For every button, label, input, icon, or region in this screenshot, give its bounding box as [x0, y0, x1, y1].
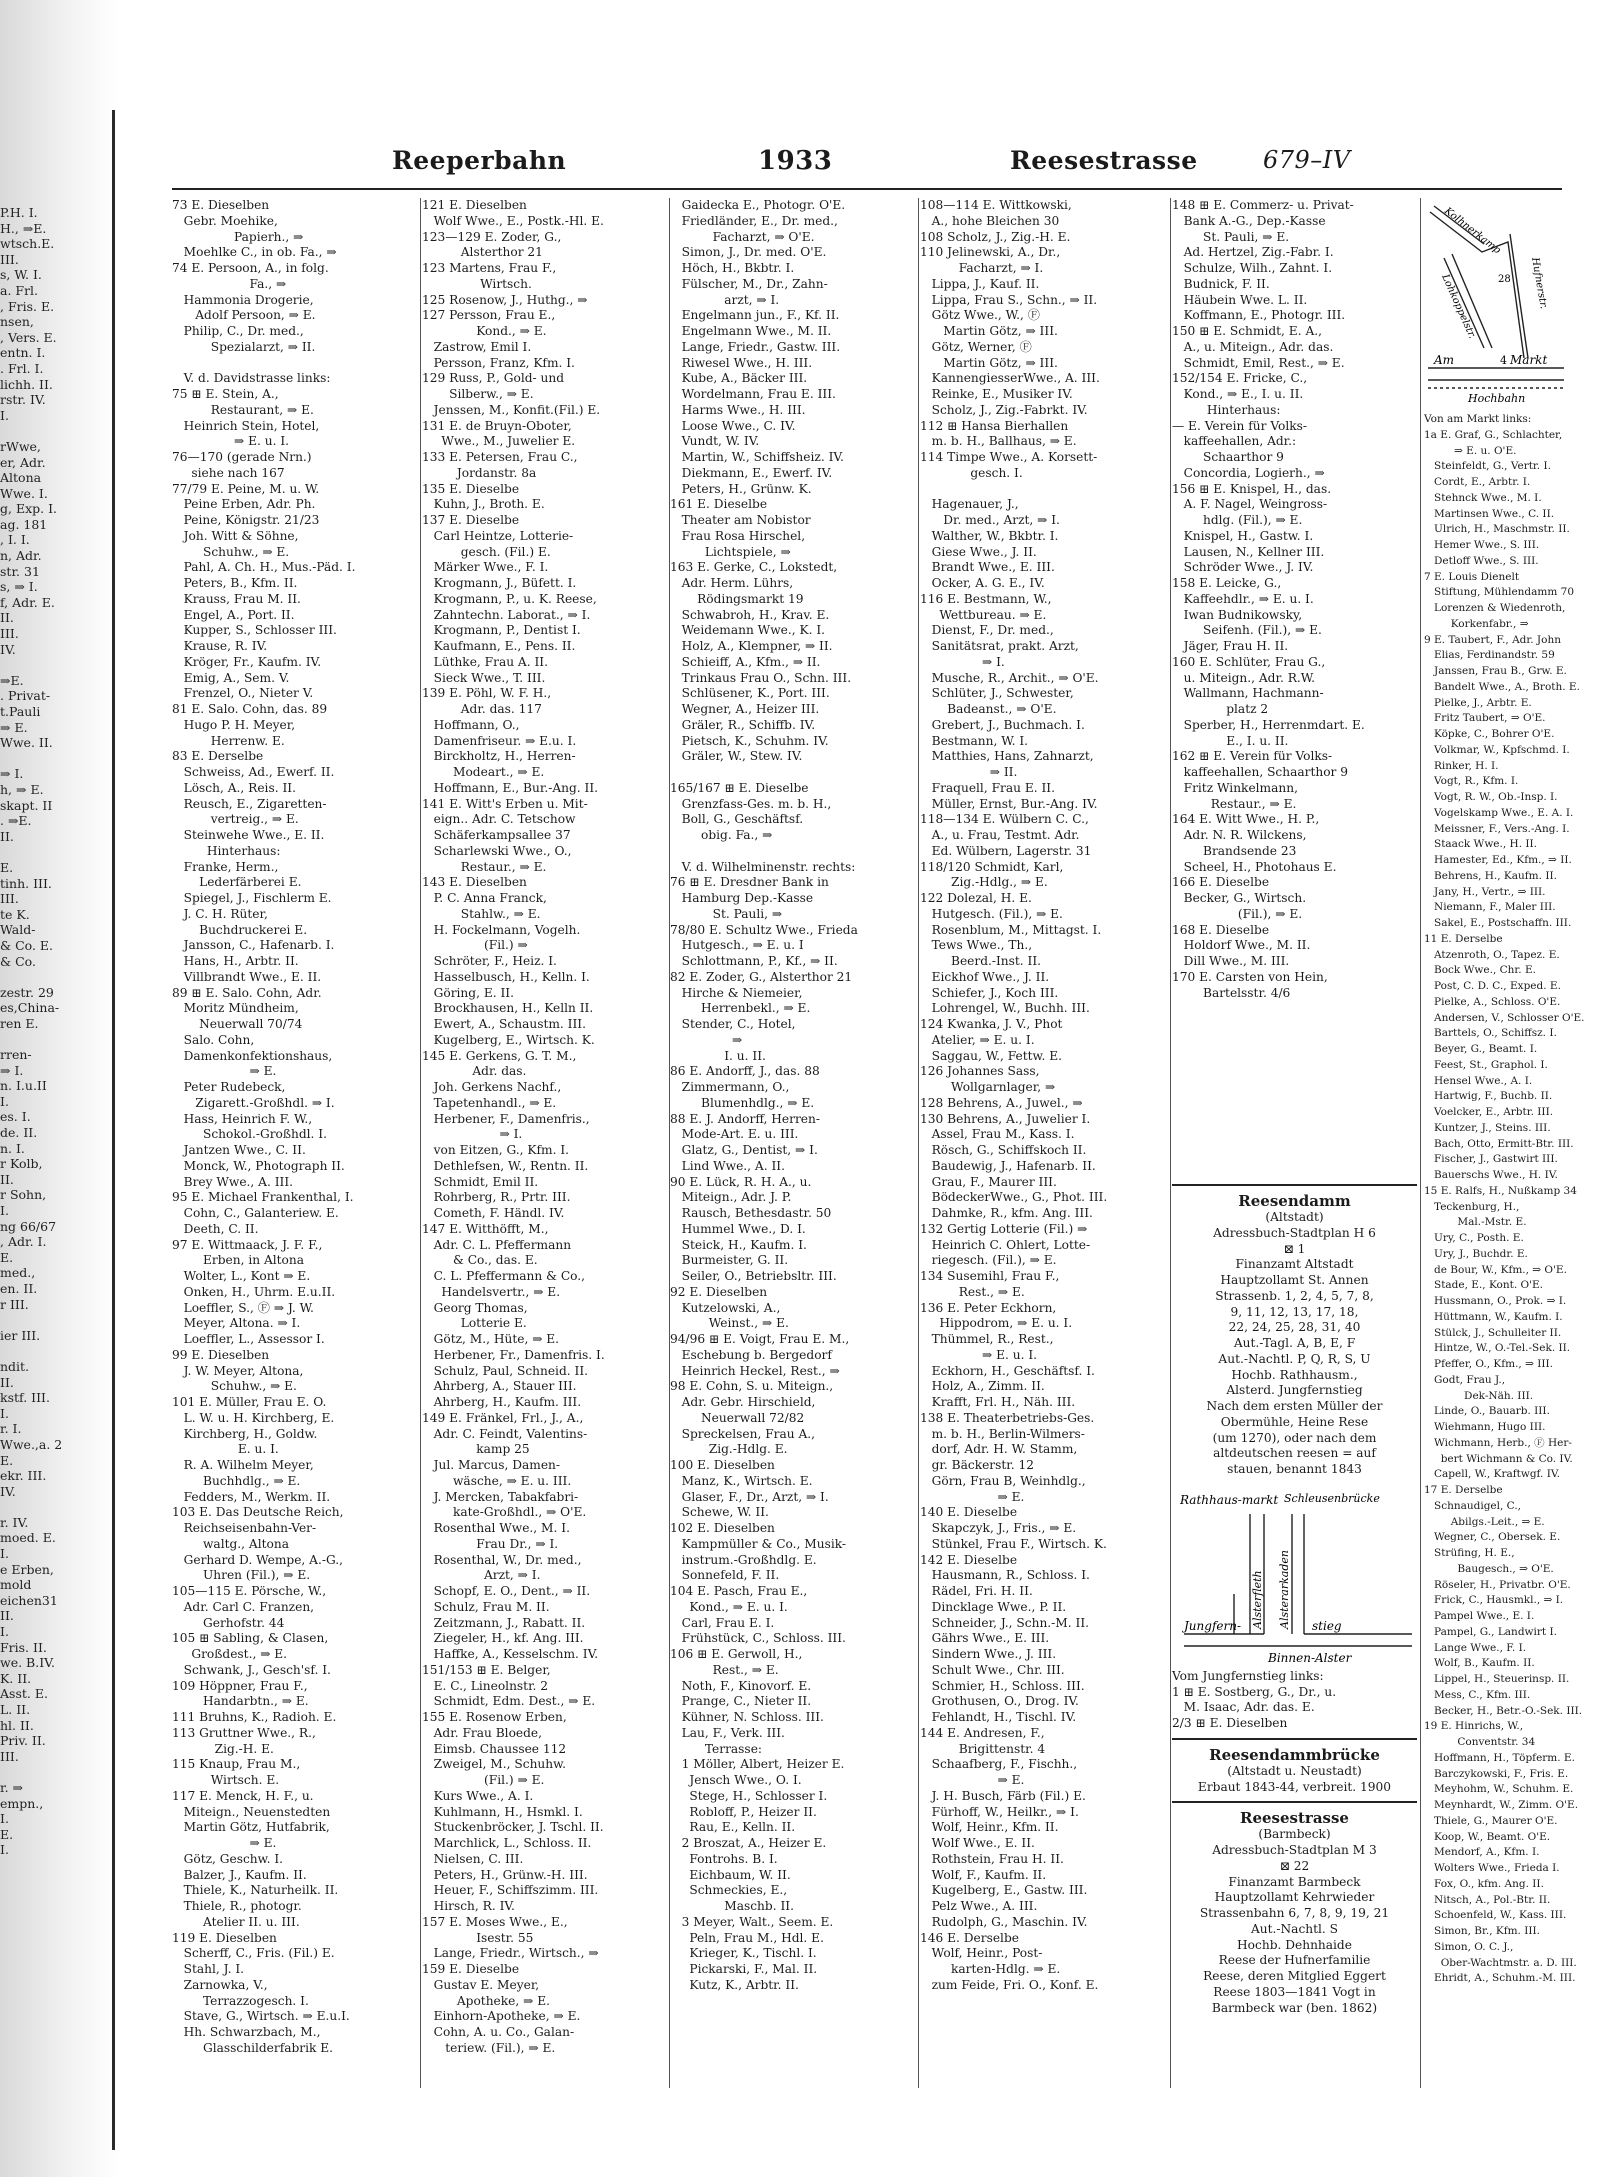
reesendamm-entries: Vom Jungfernstieg links: 1 ⊞ E. Sostberg, G., Dr., u. M. Isaac, Adr. das. E. 2/3 ⊞ E. Dieselben	[1172, 1668, 1337, 1730]
map-label-alsterfleth: Alsterfleth	[1251, 1570, 1264, 1629]
map-label-binnen-alster: Binnen-Alster	[1268, 1650, 1352, 1665]
column-1: 73 E. Dieselben Gebr. Moehike, Papierh., ⇒ Moehlke C., in ob. Fa., ⇒ 74 E. Persoon, A., in folg. Fa., ⇒ Hammonia Drogerie, Adolf Persoon, ⇒ E. Philip, C., Dr. med., Spezialarzt, ⇒ II. V. d. Davidstrasse links: 75 ⊞ E. Stein, A., Restaurant, ⇒ E. Heinrich Stein, Hotel, ⇒ E. u. I. 76—170 (gerade Nrn.) siehe nach 167 77/79 E. Peine, M. u. W. Peine Erben, Adr. Ph. Peine, Königstr. 21/23 Joh. Witt & Söhne, Schuhw., ⇒ E. Pahl, A. Ch. H., Mus.-Päd. I. Peters, B., Kfm. II. Krauss, Frau M. II. Engel, A., Port. II. Kupper, S., Schlosser III. Krause, R. IV. Kröger, Fr., Kaufm. IV. Emig, A., Sem. V. Frenzel, O., Nieter V. 81 E. Salo. Cohn, das. 89 Hugo P. H. Meyer, Herrenw. E. 83 E. Derselbe Schweiss, Ad., Ewerf. II. Lösch, A., Reis. II. Reusch, E., Zigaretten- vertreig., ⇒ E. Steinwehe Wwe., E. II. Hinterhaus: Franke, Herm., Lederfärberei E. Spiegel, J., Fischlerm E. J. C. H. Rüter, Buchdruckerei E. Jansson, C., Hafenarb. I. Hans, H., Arbtr. II. Villbrandt Wwe., E. II. 89 ⊞ E. Salo. Cohn, Adr. Moritz Mündheim, Neuerwall 70/74 Salo. Cohn, Damenkonfektionshaus, ⇒ E. Peter Rudebeck, Zigarett.-Großhdl. ⇒ I. Hass, Heinrich F. W., Schokol.-Großhdl. I. Jantzen Wwe., C. II. Monck, W., Photograph II. Brey Wwe., A. III. 95 E. Michael Frankenthal, I. Cohn, C., Galanteriew. E. Deeth, C. II. 97 E. Wittmaack, J. F. F., Erben, in Altona Wolter, L., Kont ⇒ E. Onken, H., Uhrm. E.u.II. Loeffler, S., Ⓕ ⇒ J. W. Meyer, Altona. ⇒ I. Loeffler, L., Assessor I. 99 E. Dieselben J. W. Meyer, Altona, Schuhw., ⇒ E. 101 E. Müller, Frau E. O. L. W. u. H. Kirchberg, E. Kirchberg, H., Goldw. E. u. I. R. A. Wilhelm Meyer, Buchhdlg., ⇒ E. Fedders, M., Werkm. II. 103 E. Das Deutsche Reich, Reichseisenbahn-Ver- waltg., Altona Gerhard D. Wempe, A.-G., Uhren (Fil.), ⇒ E. 105—115 E. Pörsche, W., Adr. Carl C. Franzen, Gerhofstr. 44 105 ⊞ Sabling, & Clasen, Großdest., ⇒ E. Schwank, J., Gesch'sf. I. 109 Höppner, Frau F., Handarbtn., ⇒ E. 111 Bruhns, K., Radioh. E. 113 Gruttner Wwe., R., Zig.-H. E. 115 Knaup, Frau M., Wirtsch. E. 117 E. Menck, H. F., u. Miteign., Neuenstedten Martin Götz, Hutfabrik, ⇒ E. Götz, Geschw. I. Balzer, J., Kaufm. II. Thiele, K., Naturheilk. II. Thiele, R., photogr. Atelier II. u. III. 119 E. Dieselben Scherff, C., Fris. (Fil.) E. Stahl, J. I. Zarnowka, V., Terrazzogesch. I. Stave, G., Wirtsch. ⇒ E.u.I. Hh. Schwarzbach, M., Glasschilderfabrik E.	[172, 198, 356, 2055]
reesendamm-street-map	[1172, 1484, 1417, 1669]
reesestrasse-title: Reesestrasse	[1240, 1809, 1349, 1828]
reesendamm-text: Adressbuch-Stadtplan H 6 ⊠ 1 Finanzamt Altstadt Hauptzollamt St. Annen Strassenb. 1, 2, 4, 5, 7, 8, 9, 11, 12, 13, 17, 18, 22, 24, 25, 28, 31, 40 Aut.-Tagl. A, B, E, F Aut.-Nachtl. P, Q, R, S, U Hochb. Rathhausm., Alsterd. Jungfernstieg Nach dem ersten Müller der Obermühle, Heine Rese (um 1270), oder nach dem altdeutschen reesen = auf stauen, benannt 1843	[1206, 1225, 1383, 1476]
reesendammbruecke-text: (Altstadt u. Neustadt) Erbaut 1843-44, verbreit. 1900	[1197, 1763, 1392, 1794]
column-5: 148 ⊞ E. Commerz- u. Privat- Bank A.-G., Dep.-Kasse St. Pauli, ⇒ E. Ad. Hertzel, Zig.-Fabr. I. Schulze, Wilh., Zahnt. I. Budnick, F. II. Häubein Wwe. L. II. Koffmann, E., Photogr. III. 150 ⊞ E. Schmidt, E. A., A., u. Miteign., Adr. das. Schmidt, Emil, Rest., ⇒ E. 152/154 E. Fricke, C., Kond., ⇒ E., I. u. II. Hinterhaus: — E. Verein für Volks- kaffeehallen, Adr.: Schaarthor 9 Concordia, Logierh., ⇒ 156 ⊞ E. Knispel, H., das. A. F. Nagel, Weingross- hdlg. (Fil.), ⇒ E. Knispel, H., Gastw. I. Lausen, N., Kellner III. Schröder Wwe., J. IV. 158 E. Leicke, G., Kaffeehdlr., ⇒ E. u. I. Iwan Budnikowsky, Seifenh. (Fil.), ⇒ E. Jäger, Frau H. II. 160 E. Schlüter, Frau G., u. Miteign., Adr. R.W. Wallmann, Hachmann- platz 2 Sperber, H., Herrenmdart. E. E., I. u. II. 162 ⊞ E. Verein für Volks- kaffeehallen, Schaarthor 9 Fritz Winkelmann, Restaur., ⇒ E. 164 E. Witt Wwe., H. P., Adr. N. R. Wilckens, Brandsende 23 Scheel, H., Photohaus E. 166 E. Dieselbe Becker, G., Wirtsch. (Fil.), ⇒ E. 168 E. Dieselbe Holdorf Wwe., M. II. Dill Wwe., M. III. 170 E. Carsten von Hein, Bartelsstr. 4/6	[1172, 198, 1365, 1000]
year: 1933	[758, 146, 833, 176]
map-label-am: Am	[1434, 353, 1455, 367]
reesendamm-subtitle: (Altstadt)	[1265, 1210, 1324, 1224]
column-2: 121 E. Dieselben Wolf Wwe., E., Postk.-Hl. E. 123—129 E. Zoder, G., Alsterthor 21 123 Martens, Frau F., Wirtsch. 125 Rosenow, J., Huthg., ⇒ 127 Persson, Frau E., Kond., ⇒ E. Zastrow, Emil I. Persson, Franz, Kfm. I. 129 Russ, P., Gold- und Silberw., ⇒ E. Jenssen, M., Konfit.(Fil.) E. 131 E. de Bruyn-Oboter, Wwe., M., Juwelier E. 133 E. Petersen, Frau C., Jordanstr. 8a 135 E. Dieselbe Kuhn, J., Broth. E. 137 E. Dieselbe Carl Heintze, Lotterie- gesch. (Fil.) E. Märker Wwe., F. I. Krogmann, J., Büfett. I. Krogmann, P., u. K. Reese, Zahntechn. Laborat., ⇒ I. Krogmann, P., Dentist I. Kaufmann, E., Pens. II. Lüthke, Frau A. II. Sieck Wwe., T. III. 139 E. Pöhl, W. F. H., Adr. das. 117 Hoffmann, O., Damenfriseur. ⇒ E.u. I. Birckholtz, H., Herren- Modeart., ⇒ E. Hoffmann, E., Bur.-Ang. II. 141 E. Witt's Erben u. Mit- eign.. Adr. C. Tetschow Schäferkampsallee 37 Scharlewski Wwe., O., Restaur., ⇒ E. 143 E. Dieselben P. C. Anna Franck, Stahlw., ⇒ E. H. Fockelmann, Vogelh. (Fil.) ⇒ Schröter, F., Heiz. I. Hasselbusch, H., Kelln. I. Göring, E. II. Brockhausen, H., Kelln II. Ewert, A., Schaustm. III. Kugelberg, E., Wirtsch. K. 145 E. Gerkens, G. T. M., Adr. das. Joh. Gerkens Nachf., Tapetenhandl., ⇒ E. Herbener, F., Damenfris., ⇒ I. von Eitzen, G., Kfm. I. Dethlefsen, W., Rentn. II. Schmidt, Emil II. Rohrberg, R., Prtr. III. Cometh, F. Händl. IV. 147 E. Witthöfft, M., Adr. C. L. Pfeffermann & Co., das. E. C. L. Pfeffermann & Co., Handelsvertr., ⇒ E. Georg Thomas, Lotterie E. Götz, M., Hüte, ⇒ E. Herbener, Fr., Damenfris. I. Schulz, Paul, Schneid. II. Ahrberg, A., Stauer III. Ahrberg, H., Kaufm. III. 149 E. Fränkel, Frl., J., A., Adr. C. Feindt, Valentins- kamp 25 Jul. Marcus, Damen- wäsche, ⇒ E. u. III. J. Mercken, Tabakfabri- kate-Großhdl., ⇒ O'E. Rosenthal Wwe., M. I. Frau Dr., ⇒ I. Rosenthal, W., Dr. med., Arzt, ⇒ I. Schopf, E. O., Dent., ⇒ II. Schulz, Frau M. II. Zeitzmann, J., Rabatt. II. Ziegeler, H., kf. Ang. III. Haffke, A., Kesselschm. IV. 151/153 ⊞ E. Belger, E. C., Lineolnstr. 2 Schmidt, Edm. Dest., ⇒ E. 155 E. Rosenow Erben, Adr. Frau Bloede, Eimsb. Chaussee 112 Zweigel, M., Schuhw. (Fil.) ⇒ E. Kurs Wwe., A. I. Kuhlmann, H., Hsmkl. I. Stuckenbröcker, J. Tschl. II. Marchlick, L., Schloss. II. Nielsen, C. III. Peters, H., Grünw.-H. III. Heuer, F., Schiffszimm. III. Hirsch, R. IV. 157 E. Moses Wwe., E., Isestr. 55 Lange, Friedr., Wirtsch., ⇒ 159 E. Dieselbe Gustav E. Meyer, Apotheke, ⇒ E. Einhorn-Apotheke, ⇒ E. Cohn, A. u. Co., Galan- teriew. (Fil.), ⇒ E.	[422, 198, 605, 2055]
map-label-markt: Markt	[1510, 353, 1548, 367]
map-label-hufnerstr: Hufnerstr.	[1529, 256, 1549, 310]
reesestrasse-text: (Barmbeck) Adressbuch-Stadtplan M 3 ⊠ 22 Finanzamt Barmbeck Hauptzollamt Kehrwieder Strassenbahn 6, 7, 8, 9, 19, 21 Aut.-Nachtl. S Hochb. Dehnhaide Reese der Hufnerfamilie Reese, deren Mitglied Eggert Reese 1803—1841 Vogt in Barmbeck war (ben. 1862)	[1199, 1827, 1390, 2015]
column-rule	[1170, 198, 1171, 2088]
reesendamm-title: Reesendamm	[1238, 1192, 1351, 1210]
page-number: 679–IV	[1263, 146, 1351, 174]
page-header	[122, 146, 1572, 186]
map-label-lohkoppelstr: Lohkoppelstr.	[1439, 272, 1478, 341]
map-label-rathhausmarkt: Rathhaus-markt	[1180, 1492, 1279, 1507]
column-4: 108—114 E. Wittkowski, A., hohe Bleichen 30 108 Scholz, J., Zig.-H. E. 110 Jelinewski, A., Dr., Facharzt, ⇒ I. Lippa, J., Kauf. II. Lippa, Frau S., Schn., ⇒ II. Götz Wwe., W., Ⓕ Martin Götz, ⇒ III. Götz, Werner, Ⓕ Martin Götz, ⇒ III. KannengiesserWwe., A. III. Reinke, E., Musiker IV. Scholz, J., Zig.-Fabrkt. IV. 112 ⊞ Hansa Bierhallen m. b. H., Ballhaus, ⇒ E. 114 Timpe Wwe., A. Korsett- gesch. I. Hagenauer, J., Dr. med., Arzt, ⇒ I. Walther, W., Bkbtr. I. Giese Wwe., J. II. Brandt Wwe., E. III. Ocker, A. G. E., IV. 116 E. Bestmann, W., Wettbureau. ⇒ E. Dienst, F., Dr. med., Sanitätsrat, prakt. Arzt, ⇒ I. Musche, R., Archit., ⇒ O'E. Schlüter, J., Schwester, Badeanst., ⇒ O'E. Grebert, J., Buchmach. I. Bestmann, W. I. Matthies, Hans, Zahnarzt, ⇒ II. Fraquell, Frau E. II. Müller, Ernst, Bur.-Ang. IV. 118—134 E. Wülbern C. C., A., u. Frau, Testmt. Adr. Ed. Wülbern, Lagerstr. 31 118/120 Schmidt, Karl, Zig.-Hdlg., ⇒ E. 122 Dolezal, H. E. Hutgesch. (Fil.), ⇒ E. Rosenblum, M., Mittagst. I. Tews Wwe., Th., Beerd.-Inst. II. Eickhof Wwe., J. II. Schiefer, J., Koch III. Lohrengel, W., Buchh. III. 124 Kwanka, J. V., Phot Atelier, ⇒ E. u. I. Saggau, W., Fettw. E. 126 Johannes Sass, Wollgarnlager, ⇒ 128 Behrens, A., Juwel., ⇒ 130 Behrens, A., Juwelier I. Assel, Frau M., Kass. I. Rösch, G., Schiffskoch II. Baudewig, J., Hafenarb. II. Grau, F., Maurer III. BödeckerWwe., G., Phot. III. Dahmke, R., kfm. Ang. III. 132 Gertig Lotterie (Fil.) ⇒ Heinrich C. Ohlert, Lotte- riegesch. (Fil.), ⇒ E. 134 Susemihl, Frau F., Rest., ⇒ E. 136 E. Peter Eckhorn, Hippodrom, ⇒ E. u. I. Thümmel, R., Rest., ⇒ E. u. I. Eckhorn, H., Geschäftsf. I. Holz, A., Zimm. II. Krafft, Frl. H., Näh. III. 138 E. Theaterbetriebs-Ges. m. b. H., Berlin-Wilmers- dorf, Adr. H. W. Stamm, gr. Bäckerstr. 12 Görn, Frau B, Weinhdlg., ⇒ E. 140 E. Dieselbe Skapczyk, J., Fris., ⇒ E. Stünkel, Frau F., Wirtsch. K. 142 E. Dieselbe Hausmann, R., Schloss. I. Rädel, Fri. H. II. Dincklage Wwe., P. II. Schneider, J., Schn.-M. II. Gährs Wwe., E. III. Sindern Wwe., J. III. Schult Wwe., Chr. III. Schmier, H., Schloss. III. Grothusen, O., Drog. IV. Fehlandt, H., Tischl. IV. 144 E. Andresen, F., Brigittenstr. 4 Schaafberg, F., Fischh., ⇒ E. J. H. Busch, Färb (Fil.) E. Fürhoff, W., Heilkr., ⇒ I. Wolf, Heinr., Kfm. II. Wolf Wwe., E. II. Rothstein, Frau H. II. Wolf, F., Kaufm. II. Kugelberg, E., Gastw. III. Pelz Wwe., A. III. Rudolph, G., Maschin. IV. 146 E. Derselbe Wolf, Heinr., Post- karten-Hdlg. ⇒ E. zum Feide, Fri. O., Konf. E.	[920, 198, 1108, 1992]
column-3: Gaidecka E., Photogr. O'E. Friedländer, E., Dr. med., Facharzt, ⇒ O'E. Simon, J., Dr. med. O'E. Höch, H., Bkbtr. I. Fülscher, M., Dr., Zahn- arzt, ⇒ I. Engelmann jun., F., Kf. II. Engelmann Wwe., M. II. Lange, Friedr., Gastw. III. Riwesel Wwe., H. III. Kube, A., Bäcker III. Wordelmann, Frau E. III. Harms Wwe., H. III. Loose Wwe., C. IV. Vundt, W. IV. Martin, W., Schiffsheiz. IV. Diekmann, E., Ewerf. IV. Peters, H., Grünw. K. 161 E. Dieselbe Theater am Nobistor Frau Rosa Hirschel, Lichtspiele, ⇒ 163 E. Gerke, C., Lokstedt, Adr. Herm. Lührs, Rödingsmarkt 19 Schwabroh, H., Krav. E. Weidemann Wwe., K. I. Holz, A., Klempner, ⇒ II. Schieiff, A., Kfm., ⇒ II. Trinkaus Frau O., Schn. III. Schlüsener, K., Port. III. Wegner, A., Heizer III. Gräler, R., Schiffb. IV. Pietsch, K., Schuhm. IV. Gräler, W., Stew. IV. 165/167 ⊞ E. Dieselbe Grenzfass-Ges. m. b. H., Boll, G., Geschäftsf. obig. Fa., ⇒ V. d. Wilhelminenstr. rechts: 76 ⊞ E. Dresdner Bank in Hamburg Dep.-Kasse St. Pauli, ⇒ 78/80 E. Schultz Wwe., Frieda Hutgesch., ⇒ E. u. I Schlottmann, P., Kf., ⇒ II. 82 E. Zoder, G., Alsterthor 21 Hirche & Niemeier, Herrenbekl., ⇒ E. Stender, C., Hotel, ⇒ I. u. II. 86 E. Andorff, J., das. 88 Zimmermann, O., Blumenhdlg., ⇒ E. 88 E. J. Andorff, Herren- Mode-Art. E. u. III. Glatz, G., Dentist, ⇒ I. Lind Wwe., A. II. 90 E. Lück, R. H. A., u. Miteign., Adr. J. P. Rausch, Bethesdastr. 50 Hummel Wwe., D. I. Steick, H., Kaufm. I. Burmeister, G. II. Seiler, O., Betriebsltr. III. 92 E. Dieselben Kutzelowski, A., Weinst., ⇒ E. 94/96 ⊞ E. Voigt, Frau E. M., Eschebung b. Bergedorf Heinrich Heckel, Rest., ⇒ 98 E. Cohn, S. u. Miteign., Adr. Gebr. Hirschield, Neuerwall 72/82 Spreckelsen, Frau A., Zig.-Hdlg. E. 100 E. Dieselben Manz, K., Wirtsch. E. Glaser, F., Dr., Arzt, ⇒ I. Schewe, W. II. 102 E. Dieselben Kampmüller & Co., Musik- instrum.-Großhdlg. E. Sonnefeld, F. II. 104 E. Pasch, Frau E., Kond., ⇒ E. u. I. Carl, Frau E. I. Frühstück, C., Schloss. III. 106 ⊞ E. Gerwoll, H., Rest., ⇒ E. Noth, F., Kinovorf. E. Prange, C., Nieter II. Kühner, N. Schloss. III. Lau, F., Verk. III. Terrasse: 1 Möller, Albert, Heizer E. Jensch Wwe., O. I. Stege, H., Schlosser I. Robloff, P., Heizer II. Rau, E., Kelln. II. 2 Broszat, A., Heizer E. Fontrohs. B. I. Eichbaum, W. II. Schmeckies, E., Maschb. II. 3 Meyer, Walt., Seem. E. Peln, Frau M., Hdl. E. Krieger, K., Tischl. I. Pickarski, F., Mal. II. Kutz, K., Arbtr. II.	[670, 198, 858, 1992]
left-running-title: Reeperbahn	[392, 146, 567, 175]
column-rule	[420, 198, 421, 2088]
map-label-hochbahn: Hochbahn	[1468, 392, 1526, 405]
map-label-alsterarkaden: Alsterarkaden	[1278, 1549, 1291, 1629]
column-rule	[918, 198, 919, 2088]
reesestrasse-street-map	[1424, 198, 1566, 408]
map-label-jungfern: Jungfern-	[1184, 1618, 1242, 1633]
map-label-schleusenbruecke: Schleusenbrücke	[1284, 1491, 1380, 1505]
map-label-kolhnerkamp: Kolhnerkamp	[1442, 205, 1503, 257]
map-label-stieg: stieg	[1312, 1618, 1342, 1633]
directory-columns	[172, 198, 1585, 2098]
reesendammbruecke-title: Reesendammbrücke	[1209, 1745, 1380, 1764]
column-rule	[1420, 198, 1421, 2088]
box-rule	[1172, 1801, 1417, 1803]
previous-page-text-fragment: P.H. I. H., ⇒E. wtsch.E. III. s, W. I. a. Frl. , Fris. E. nsen, , Vers. E. entn. I. . Frl. I. lichh. II. rstr. IV. I. rWwe, er, Adr. Altona Wwe. I. g, Exp. I. ag. 181 , I. I. n, Adr. str. 31 s, ⇒ I. f, Adr. E. II. III. IV. ⇒E. . Privat- t.Pauli ⇒ E. Wwe. II. ⇒ I. h, ⇒ E. skapt. II . ⇒E. II. E. tinh. III. III. te K. Wald- & Co. E. & Co. zestr. 29 es,China- ren E. rren- ⇒ I. n. I.u.II I. es. I. de. II. n. I. r Kolb, II. r Sohn, I. ng 66/67 , Adr. I. E. med., en. II. r III. ier III. ndit. II. kstf. III. I. r. I. Wwe.,a. 2 E. ekr. III. IV. r. IV. moed. E. I. e Erben, mold eichen31 II. I. Fris. II. we. B.IV. K. II. Asst. E. L. II. hl. II. Priv. II. III. r. ⇒ empn., I. E. I.	[0, 205, 63, 1858]
map-label-house-4: 4	[1500, 354, 1507, 367]
box-rule	[1172, 1738, 1417, 1740]
page-gutter	[112, 110, 115, 2150]
column-6	[1424, 198, 1585, 2098]
right-running-title: Reesestrasse	[1010, 146, 1198, 175]
reesestrasse-entries: Von am Markt links: 1a E. Graf, G., Schlachter, ⇒ E. u. O'E. Steinfeldt, G., Vertr. I. Cordt, E., Arbtr. I. Stehnck Wwe., M. I. Martinsen Wwe., C. II. Ulrich, H., Maschmstr. II. Hemer Wwe., S. III. Detloff Wwe., S. III. 7 E. Louis Dienelt Stiftung, Mühlendamm 70 Lorenzen & Wiedenroth, Korkenfabr., ⇒ 9 E. Taubert, F., Adr. John Elias, Ferdinandstr. 59 Janssen, Frau B., Grw. E. Bandelt Wwe., A., Broth. E. Pielke, J., Arbtr. E. Fritz Taubert, ⇒ O'E. Köpke, C., Bohrer O'E. Volkmar, W., Kpfschmd. I. Rinker, H. I. Vogt, R., Kfm. I. Vogt, R. W., Ob.-Insp. I. Vogelskamp Wwe., E. A. I. Meissner, F., Vers.-Ang. I. Staack Wwe., H. II. Hamester, Ed., Kfm., ⇒ II. Behrens, H., Kaufm. II. Jany, H., Vertr., ⇒ III. Niemann, F., Maler III. Sakel, E., Postschaffn. III. 11 E. Derselbe Atzenroth, O., Tapez. E. Bock Wwe., Chr. E. Post, C. D. C., Exped. E. Pielke, A., Schloss. O'E. Andersen, V., Schlosser O'E. Barttels, O., Schiffsz. I. Beyer, G., Beamt. I. Feest, St., Graphol. I. Hensel Wwe., A. I. Hartwig, F., Buchb. II. Voelcker, E., Arbtr. III. Kuntzer, J., Steins. III. Bach, Otto, Ermitt-Btr. III. Fischer, J., Gastwirt III. Bauerschs Wwe., H. IV. 15 E. Ralfs, H., Nußkamp 34 Teckenburg, H., Mal.-Mstr. E. Ury, C., Posth. E. Ury, J., Buchdr. E. de Bour, W., Kfm., ⇒ O'E. Stade, E., Kont. O'E. Hussmann, O., Prok. ⇒ I. Hüttmann, W., Kaufm. I. Stülck, J., Schulleiter II. Hintze, W., O.-Tel.-Sek. II. Pfeffer, O., Kfm., ⇒ III. Godt, Frau J., Dek-Näh. III. Linde, O., Bauarb. III. Wiehmann, Hugo III. Wichmann, Herb., Ⓕ Her- bert Wichmann & Co. IV. Capell, W., Kraftwgf. IV. 17 E. Derselbe Schnaudigel, C., Abilgs.-Leit., ⇒ E. Wegner, C., Obersek. E. Strüfing, H. E., Baugesch., ⇒ O'E. Röseler, H., Privatbr. O'E. Frick, C., Hausmkl., ⇒ I. Pampel Wwe., E. I. Pampel, G., Landwirt I. Lange Wwe., F. I. Wolf, B., Kaufm. II. Lippel, H., Steuerinsp. II. Mess, C., Kfm. III. Becker, H., Betr.-O.-Sek. III. 19 E. Hinrichs, W., Conventstr. 34 Hoffmann, H., Töpferm. E. Barczykowski, F., Fris. E. Meyhohm, W., Schuhm. E. Meynhardt, W., Zimm. O'E. Thiele, G., Maurer O'E. Koop, W., Beamt. O'E. Mendorf, A., Kfm. I. Wolters Wwe., Frieda I. Fox, O., kfm. Ang. II. Nitsch, A., Pol.-Btr. II. Schoenfeld, W., Kass. III. Simon, Br., Kfm. III. Simon, O. C. J., Ober-Wachtmstr. a. D. III. Ehridt, A., Schuhm.-M. III.	[1424, 413, 1585, 1985]
map-label-house-28: 28	[1498, 274, 1511, 285]
box-top-rule	[1172, 1184, 1417, 1186]
reesendamm-box	[1172, 1178, 1417, 2078]
header-rule	[172, 188, 1562, 190]
